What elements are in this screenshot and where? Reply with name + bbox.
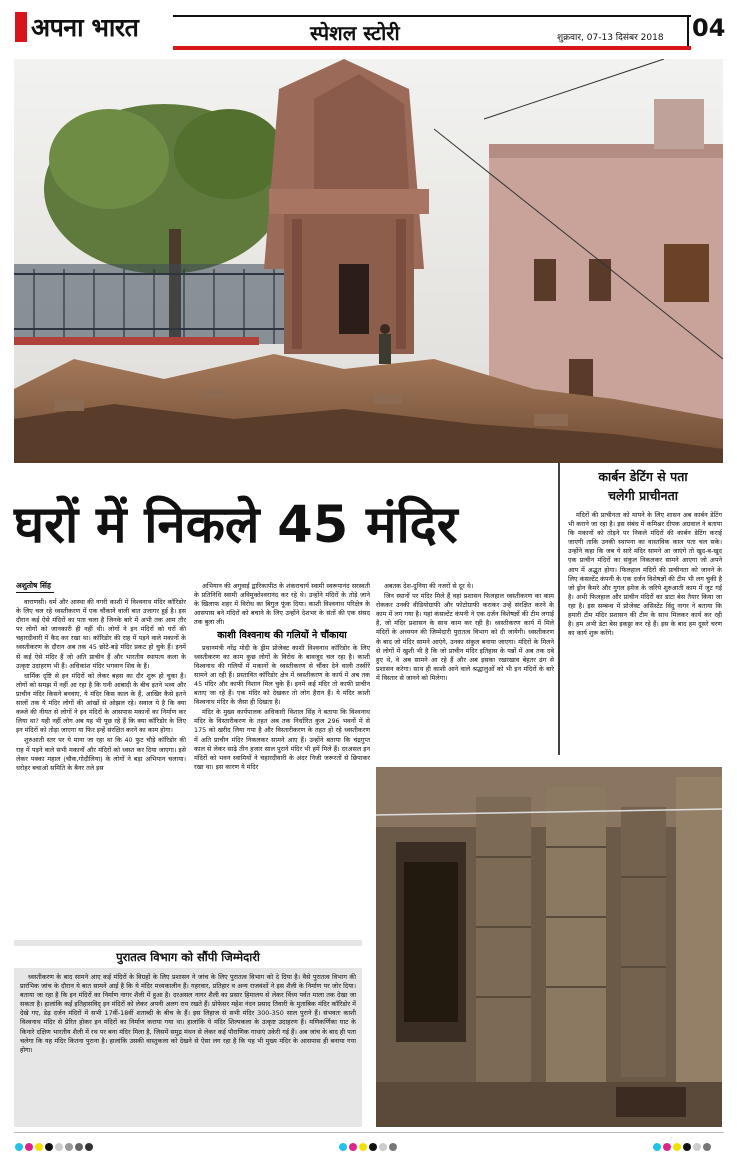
col2-subheading: काशी विश्वनाथ की गलियों ने चौंकाया bbox=[217, 630, 347, 642]
col3-paragraph-1: अबतक देश-दुनिया की नजरों से दूर थे। bbox=[384, 582, 474, 590]
header-rule-red bbox=[173, 46, 691, 50]
header bbox=[0, 0, 737, 54]
article-col-1 bbox=[16, 598, 186, 936]
top-photo bbox=[14, 59, 723, 463]
sidebar-paragraph: मंदिरों की प्राचीनता को मापने के लिए शासन अब कार्बन डेटिंग भी कराने जा रहा है। इस संबंध में कमिश्नर दीपक अग्रवाल ने बताया कि मकानों को तोड़ने पर निकले मंदिरों की कार्बन डेटिंग कराई जाएगी ताकि उनकी स्थापना का वास्तविक काल पता चल सके। उन्होंने कहा कि जब ये सारे मंदिर सामने आ जाएंगे तो खुद-ब-खुद एक प्राचीन मंदिरों का संकुल निकलकर सामने आएगा जो अपने आप में अद्भुत होगा। फिलहाल मंदिरों की प्राचीनता को जानने के लिए कंसल्टेंट कंपनी के एक दर्जन विशेषज्ञों की टीम भी लग चुकी है जो ड्रोन कैमरे और गुगल इमेज के जरिये शुरुआती काम में जुट गई है। अभी फिलहाल और प्राचीन मंदिरों का डाटा बेस तैयार किया जा रहा है। इस सम्बन्ध में प्रोजेक्ट असिस्टेंट विंदु नागर ने बताया कि हमारी टीम मंदिर प्रशासन की टीम के साथ मिलकर कार्य कर रही है। हम अभी डेटा बेस इकठ्ठा कर रहे हैं। इस के बाद हम दूसरे चरण का कार्य शुरू करेंगे। bbox=[568, 511, 722, 638]
col2-paragraph-2: प्रधानमंत्री नरेंद्र मोदी के ड्रीम प्रोजेक्ट काशी विश्वनाथ कॉरिडोर के लिए ध्वस्तीकरण का काम कुछ लोगों के विरोध के बावजूद चल रहा है। काशी विश्वनाथ की गलियों में मकानों के ध्वस्तीकरण से चौंका देने वाली तस्वीरें सामने आ रही हैं। प्रस्तावित कॉरिडोर क्षेत्र में ध्वस्तीकरण के कार्य में अब तक 45 मंदिर और काफी निशान मिल चुके हैं। इनमें कई मंदिर तो काफी प्राचीन बताए जा रहे हैं। एक मंदिर को देखकर तो लोग हैरान हैं। ये मंदिर काशी विश्वनाथ मंदिर के जैसा ही दिखता है। bbox=[194, 643, 370, 707]
header-rule-top bbox=[173, 15, 691, 17]
logo-block bbox=[15, 12, 27, 42]
registration-dots-right bbox=[652, 1142, 722, 1152]
footer-rule bbox=[14, 1132, 724, 1133]
footer-dots-left bbox=[14, 1137, 104, 1156]
headline: घरों में निकले 45 मंदिर bbox=[14, 496, 458, 555]
col1-paragraph-3: शुरुआती स्तर पर ये माना जा रहा था कि 40 फुट चौड़े कॉरिडोर की राह में पड़ने वाले सभी मकानों और मंदिरों को ध्वस्त कर दिया जाएगा। इसे लेकर पक्का महाल (चौक,गोदौलिया) के लोगों ने बड़ा अभियान चलाया। धरोहर बचाओ समिति के बैनर तले इस bbox=[16, 736, 186, 772]
box-title: पुरातत्व विभाग को सौंपी जिम्मेदारी bbox=[116, 950, 260, 964]
archaeology-box bbox=[14, 940, 362, 1127]
page-number-divider bbox=[687, 17, 689, 46]
footer-dots-right bbox=[652, 1137, 722, 1156]
byline: अशुतोष सिंह bbox=[16, 581, 51, 590]
logo-text: अपना भारत bbox=[31, 13, 139, 42]
col2-paragraph-3: मंदिर के मुख्य कार्यपालक अधिकारी विशाल सिंह ने बताया कि विश्वनाथ मंदिर के विस्तारीकरण के तहत अब तक निर्धारित कुल 296 भवनों में से 175 को खरीद लिया गया है और विस्तारीकरण के तहत हो रहे ध्वस्तीकरण में अति प्राचीन मंदिर निकलकर सामने आए हैं। उन्होंने बताया कि चंद्रगुप्त काल से लेकर साढ़े तीन हजार साल पुराने मंदिर भी हमें मिले हैं। दरअसल इन मंदिरों को भवन स्वामियों ने चहारदीवारी के अंदर निजी जरूरतों से छिपाकर रखा था। इस कारण ये मंदिर bbox=[194, 708, 370, 771]
sidebar-box bbox=[558, 463, 726, 755]
article-col-3 bbox=[376, 582, 554, 762]
col3-paragraph-2: जिन स्थानों पर मंदिर मिले हैं वहां प्रशासन फिलहाल ध्वस्तीकरण का काम रोककर उनकी वीडियोग्राफी और फोटोग्राफी कराकर उन्हें संरक्षित करने के काम में लग गया है। यहां कंसल्टेंट कंपनी ने एक दर्जन विशेषज्ञों की टीम लगाई है, जो मंदिर प्रशासन के साथ काम कर रही है। ध्वस्तीकरण कार्य में मिले मंदिरों के अध्ययन की जिम्मेदारी पुरातत्व विभाग को दी जायेगी। ध्वस्तीकरण के बाद जो मंदिर सामने आएंगे, उनका संकुल बनाया जाएगा। मंदिरों के मिलने से लोगों में खुशी भी है कि जो प्राचीन मंदिर इतिहास के पन्नों में अब तक दबे हुए थे, वे अब सामने आ रहे हैं और अब इसका रखरखाव बेहतर ढंग से प्रशासन करेगा। साथ ही काशी आने वाले श्रद्धालुओं को भी इन मंदिरों के बारे में विस्तार से जानने को मिलेगा। bbox=[376, 592, 554, 682]
footer-dots-center bbox=[338, 1137, 408, 1156]
col1-paragraph-2: धार्मिक दृष्टि से इन मंदिरों को लेकर बहस का दौर शुरू हो चुका है। लोगों को समझ में नहीं आ रहा है कि घनी आबादी के बीच इतने भव्य और प्राचीन मंदिर किसने बनवाए, ये मंदिर किस काल के हैं, आखिर कैसे इतने सालों तक ये मंदिर लोगों की आंखों से ओझल रहे। सवाल ये है कि क्या कब्जे की नीयत से लोगों ने इन मंदिरों के आसपास मकानों का निर्माण कर लिया था? यही नहीं लोग अब यह भी पूछ रहे हैं कि क्या कॉरिडोर के लिए इन मंदिरों को तोड़ा जाएगा या फिर इन्हें संरक्षित करने का काम होगा। bbox=[16, 671, 186, 735]
temple-demolition-photo bbox=[14, 59, 723, 463]
registration-dots bbox=[14, 1142, 104, 1152]
byline-rule bbox=[16, 592, 54, 593]
page-number: 04 bbox=[692, 14, 726, 42]
box-body bbox=[20, 973, 356, 1121]
section-title: स्पेशल स्टोरी bbox=[310, 21, 400, 45]
box-title-band bbox=[14, 946, 362, 968]
carved-temple-photo bbox=[376, 767, 722, 1127]
bottom-photo bbox=[376, 767, 722, 1127]
sidebar-title-line1: कार्बन डेटिंग से पता bbox=[598, 469, 688, 484]
sidebar-body bbox=[568, 511, 722, 749]
sidebar-title bbox=[560, 467, 726, 505]
col2-paragraph-1: अभियान की अगुवाई द्वारिकापीठ के शंकराचार्य स्वामी स्वरूपानंद सरस्वती के प्रतिनिधि स्वामी अविमुक्तेश्वरानंद कर रहे थे। उन्होंने मंदिरों के तोड़े जाने के खिलाफ शहर में विरोध का बिगुल फूंक दिया। काशी विश्वनाथ परिक्षेत्र के आसपास बने मंदिरों को बचाने के लिए उन्होंने देशभर के संतों की एक संसद तक बुला ली। bbox=[194, 582, 370, 627]
box-paragraph: ध्वस्तीकरण के बाद सामने आए कई मंदिरों के विग्रहों के लिए प्रशासन ने जांच के लिए पुरातत्व विभाग को दे दिया है। वैसे पुरातत्व विभाग की प्रारंभिक जांच के दौरान ये बात सामने आई है कि ये मंदिर मध्यकालीन हैं। गहरवार, प्रतिहार व अन्य राजवंशों ने इस शैली के निर्माण पर जोर दिया। बताया जा रहा है कि इन मंदिरों का निर्माण नागर शैली में हुआ है। दरअसल नागर शैली का प्रसार हिमालय से लेकर विंध्य पर्वत माला तक देखा जा सकता है। हालांकि कई इतिहासविद् इन मंदिरों को लेकर अपनी अलग राय रखते हैं। प्रोफेसर महेश नंदन प्रसाद तिवारी के मुताबिक मंदिर कॉरिडोर में देखे गए, डेढ़ दर्जन मंदिरों में सभी 17वीं-18वीं शताब्दी के बीच के हैं। इस लिहाज से सभी मंदिर 300-350 साल पुराने हैं। संभवतः काशी विश्वनाथ मंदिर से प्रेरित होकर इन मंदिरों का निर्माण कराया गया था। हालांकि ये मंदिर शिल्पकला के उत्कृष्ट उदाहरण हैं। मणिकर्णिका घाट के किनारे दक्षिण भारतीय शैली में रथ पर बना मंदिर मिला है, जिसमें समुद्र मंथन से लेकर कई पौराणिक गाथाएं उकेरी गई हैं। अब जांच के बाद ही पता चलेगा कि यह मंदिर कितना पुराना है। हालांकि उसकी वास्तुकला को देखने से ऐसा लग रहा है कि यह भी मुख्य मंदिर के आसपास ही बनाया गया होगा। bbox=[20, 973, 356, 1054]
registration-dots-center bbox=[338, 1142, 408, 1152]
sidebar-title-line2: चलेगी प्राचीनता bbox=[608, 488, 678, 503]
col1-paragraph-1: वाराणसी। धर्म और आस्था की नगरी काशी में विश्वनाथ मंदिर कॉरिडोर के लिए चल रहे ध्वस्तीकरण में एक चौंकाने वाली बात उजागर हुई है। इस दौरान कई ऐसे मंदिरों का पता चला है जिनके बारे में अभी तक आम तौर पर लोगों को जानकारी ही नहीं थी। लोगों ने इन मंदिरों को घरों की चहारदीवारी में कैद कर रखा था। कॉरिडोर की राह में पड़ने वाले मकानों के ध्वस्तीकरण के दौरान अब तक 45 छोटे-बड़े मंदिर प्रकट हो चुके हैं। इनमें से कई ऐसे मंदिर हैं जो अति प्राचीन हैं और भारतीय स्थापत्य कला के उत्कृष्ट उदाहरण भी हैं। अधिकांश मंदिर भगवान शिव के हैं। bbox=[16, 598, 186, 670]
header-date: शुक्रवार, 07-13 दिसंबर 2018 bbox=[557, 33, 664, 43]
article-col-2 bbox=[194, 582, 370, 936]
